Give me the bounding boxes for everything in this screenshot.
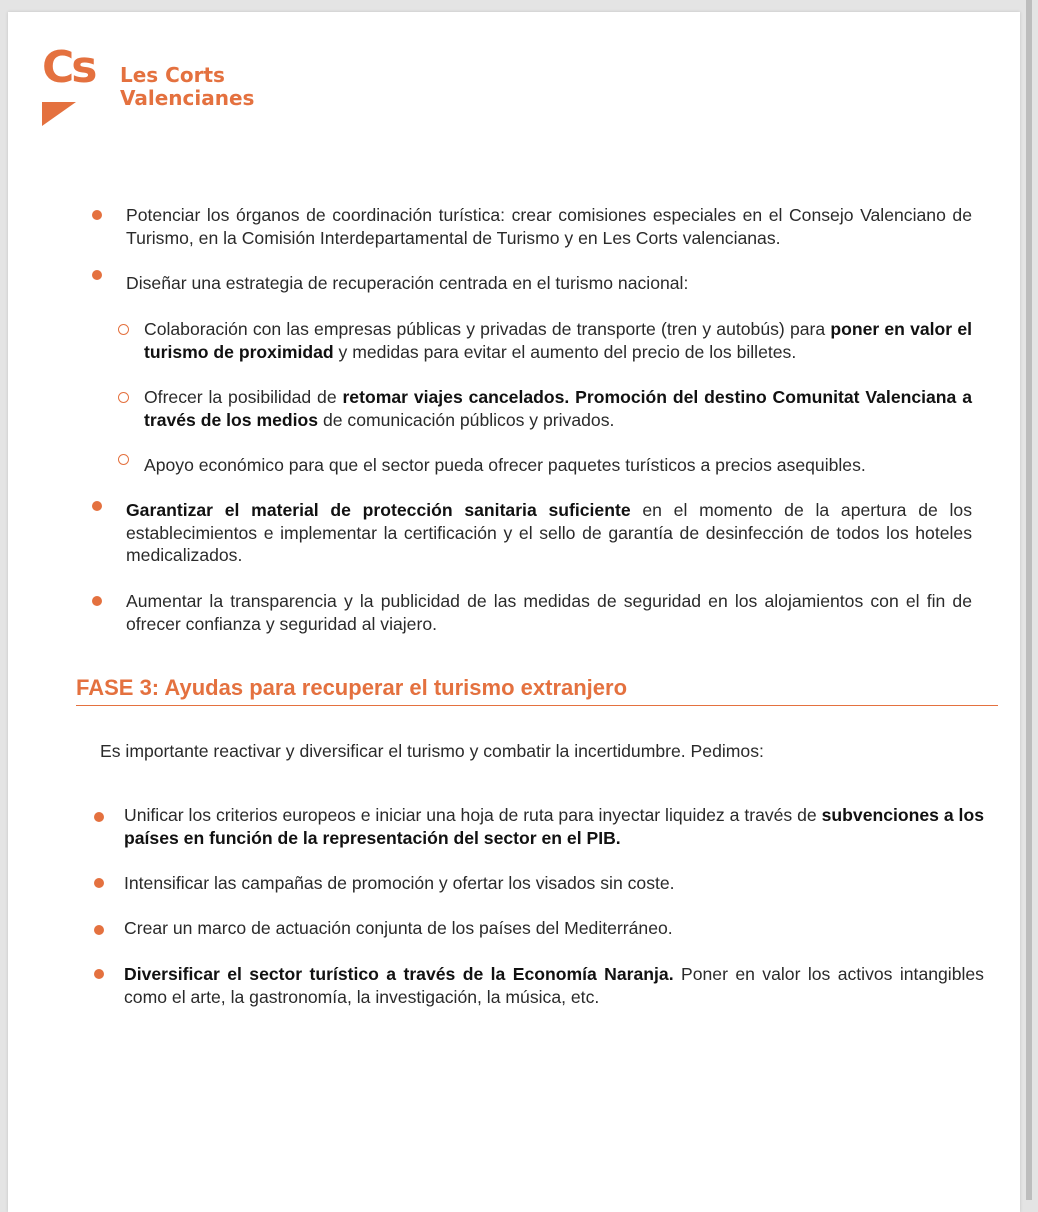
sublist-item [118,454,972,477]
text-run: Diseñar una estrategia de recuperación centrada en el turismo nacional: [126,273,689,293]
circle-bullet-icon [118,392,129,403]
logo-text [120,64,254,110]
text-run: Unificar los criterios europeos e iniciar una hoja de ruta para inyectar liquidez a través de [124,805,822,825]
party-logo [42,42,282,132]
text-run: Aumentar la transparencia y la publicidad de las medidas de seguridad en los alojamientos con el fin de ofrecer confianza y seguridad al viajero. [126,591,972,634]
list-item [92,590,972,635]
sublist-item [118,386,972,431]
list-item [92,204,972,249]
circle-bullet-icon [118,324,129,335]
bullet-icon [94,878,104,888]
logo-triangle-icon [42,102,76,126]
text-run: Potenciar los órganos de coordinación turística: crear comisiones especiales en el Consejo Valenciano de Turismo, en la Comisión Interdepartamental de Turismo y en Les Corts valencianas. [126,205,972,248]
bullet-icon [94,925,104,935]
list-item-text [124,917,984,940]
logo-mark: Cs [42,42,95,93]
text-run: en el momento de la apertura de los establecimientos e implementar la certificación y el sello de garantía de desinfección de todos los hoteles medicalizados. [126,500,973,566]
bullet-icon [92,210,102,220]
list-item [94,804,984,849]
bullet-icon [92,596,102,606]
list-item-text [124,963,984,1008]
circle-bullet-icon [118,454,129,465]
bullet-icon [92,270,102,280]
sublist-item-text [144,386,972,431]
logo-line-1: Les Corts [120,63,225,87]
text-run: de comunicación públicos y privados. [318,409,615,430]
text-run: Intensificar las campañas de promoción y ofertar los visados sin coste. [124,873,675,893]
list-item-text [126,590,972,635]
list-item [94,963,984,1008]
text-run: Apoyo económico para que el sector pueda ofrecer paquetes turísticos a precios asequibles. [144,455,866,475]
sublist-item-text [144,454,972,477]
text-run: Poner en valor los activos intangibles como el arte, la gastronomía, la investigación, la música, etc. [124,964,984,1007]
document-page [8,12,1020,1212]
list-item-text [126,499,972,567]
section-intro: Es importante reactivar y diversificar el turismo y combatir la incertidumbre. Pedimos: [100,741,764,761]
sublist-item [118,318,972,363]
list-item [92,499,972,567]
list-item [92,272,972,295]
list-item-text [126,272,972,295]
section-heading: FASE 3: Ayudas para recuperar el turismo extranjero [76,675,628,700]
bullet-icon [94,812,104,822]
bold-text: Diversificar el sector turístico a través de la Economía Naranja. [124,964,674,984]
logo-line-2: Valencianes [120,86,255,110]
bold-text: Garantizar el material de protección sanitaria suficiente [126,500,631,520]
list-item-text [124,804,984,849]
text-run: y medidas para evitar el aumento del precio de los billetes. [333,341,797,362]
heading-divider [76,705,998,706]
list-item [94,917,984,940]
list-item-text [126,204,972,249]
bullet-icon [92,501,102,511]
bold-text: poner en valor el turismo de proximidad [144,319,972,362]
text-run: Ofrecer la posibilidad de [144,387,343,407]
bold-text: subvenciones a los países en función de la representación del sector en el PIB. [124,805,984,848]
bullet-icon [94,969,104,979]
list-item [94,872,984,895]
list-item-text [124,872,984,895]
sublist-item-text [144,318,972,363]
text-run: Colaboración con las empresas públicas y privadas de transporte (tren y autobús) para [144,319,831,339]
text-run: Crear un marco de actuación conjunta de los países del Mediterráneo. [124,918,673,938]
scrollbar[interactable] [1026,0,1032,1200]
bold-text: retomar viajes cancelados. Promoción del destino Comunitat Valenciana a través de los medios [144,387,972,430]
